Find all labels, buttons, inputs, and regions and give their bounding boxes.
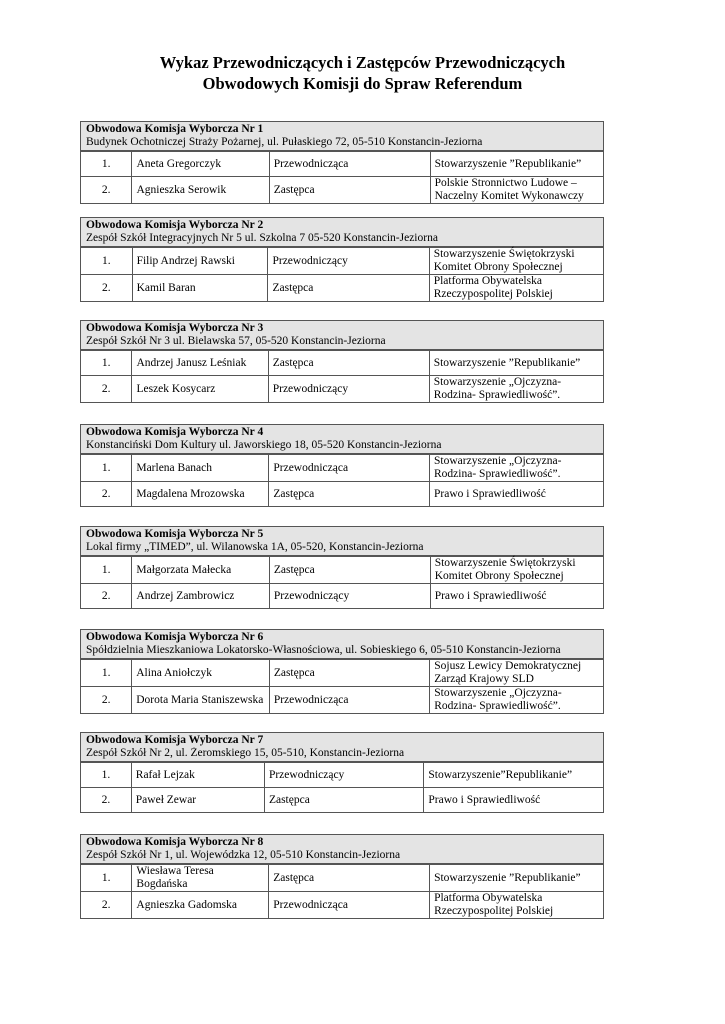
member-name: Paweł Zewar (131, 788, 264, 813)
committee-address: Zespół Szkół Nr 2, ul. Żeromskiego 15, 05-510, Konstancin-Jeziorna (86, 747, 405, 759)
member-role: Przewodnicząca (269, 455, 430, 482)
member-role: Przewodniczący (264, 763, 423, 788)
committee-address: Zespół Szkół Nr 3 ul. Bielawska 57, 05-520 Konstancin-Jeziorna (86, 335, 386, 347)
member-role: Przewodniczący (268, 248, 429, 275)
table-row (81, 557, 604, 584)
member-role: Zastępca (269, 865, 430, 892)
table-row (81, 455, 604, 482)
members-table (80, 454, 604, 507)
member-role: Zastępca (269, 557, 430, 584)
members-table (80, 762, 604, 813)
committee-header (80, 424, 604, 454)
member-number: 1. (81, 351, 132, 376)
member-number: 2. (81, 482, 132, 507)
member-role: Zastępca (269, 177, 430, 204)
committee-name: Obwodowa Komisja Wyborcza Nr 3 (86, 322, 264, 334)
member-organization: Stowarzyszenie ”Republikanie” (430, 865, 604, 892)
members-table (80, 864, 604, 919)
committee-name: Obwodowa Komisja Wyborcza Nr 8 (86, 836, 264, 848)
member-number: 2. (81, 275, 133, 302)
member-number: 2. (81, 788, 132, 813)
member-role: Przewodniczący (268, 376, 429, 403)
committee-name: Obwodowa Komisja Wyborcza Nr 6 (86, 631, 264, 643)
member-role: Zastępca (268, 351, 429, 376)
member-organization: Stowarzyszenie Świętokrzyski Komitet Obrony Społecznej (429, 248, 603, 275)
member-organization: Stowarzyszenie „Ojczyzna-Rodzina- Sprawiedliwość”. (430, 687, 604, 714)
committee-header (80, 320, 604, 350)
member-number: 1. (81, 763, 132, 788)
members-table (80, 247, 604, 302)
table-row (81, 865, 604, 892)
member-name: Marlena Banach (132, 455, 269, 482)
committee-7 (80, 732, 604, 813)
committee-name: Obwodowa Komisja Wyborcza Nr 1 (86, 123, 264, 135)
committee-address: Konstanciński Dom Kultury ul. Jaworskiego 18, 05-520 Konstancin-Jeziorna (86, 439, 442, 451)
member-role: Przewodnicząca (269, 152, 430, 177)
committee-8 (80, 834, 604, 919)
member-name: Rafał Lejzak (131, 763, 264, 788)
committee-name: Obwodowa Komisja Wyborcza Nr 5 (86, 528, 264, 540)
member-number: 1. (81, 557, 132, 584)
member-role: Zastępca (268, 275, 429, 302)
committee-header (80, 629, 604, 659)
table-row (81, 152, 604, 177)
member-number: 1. (81, 660, 132, 687)
member-name: Andrzej Janusz Leśniak (132, 351, 268, 376)
members-table (80, 350, 604, 403)
committee-4 (80, 424, 604, 507)
title-line-1: Wykaz Przewodniczących i Zastępców Przewodniczących (159, 53, 566, 72)
member-name: Alina Aniołczyk (132, 660, 270, 687)
member-name: Agnieszka Serowik (132, 177, 269, 204)
committee-header (80, 834, 604, 864)
committee-header (80, 121, 604, 151)
committee-header (80, 526, 604, 556)
member-organization: Stowarzyszenie Świętokrzyski Komitet Obrony Społecznej (430, 557, 603, 584)
committee-address: Budynek Ochotniczej Straży Pożarnej, ul. Pułaskiego 72, 05-510 Konstancin-Jeziorna (86, 136, 483, 148)
committee-name: Obwodowa Komisja Wyborcza Nr 2 (86, 219, 264, 231)
member-role: Przewodnicząca (269, 892, 430, 919)
committee-name: Obwodowa Komisja Wyborcza Nr 7 (86, 734, 264, 746)
member-organization: Sojusz Lewicy Demokratycznej Zarząd Krajowy SLD (430, 660, 604, 687)
member-name: Małgorzata Małecka (132, 557, 269, 584)
committee-header (80, 217, 604, 247)
committee-address: Zespół Szkół Nr 1, ul. Wojewódzka 12, 05-510 Konstancin-Jeziorna (86, 849, 401, 861)
member-organization: Prawo i Sprawiedliwość (424, 788, 604, 813)
member-role: Przewodniczący (269, 584, 430, 609)
table-row (81, 376, 604, 403)
table-row (81, 177, 604, 204)
member-name: Kamil Baran (132, 275, 268, 302)
member-organization: Polskie Stronnictwo Ludowe – Naczelny Komitet Wykonawczy (430, 177, 603, 204)
member-name: Dorota Maria Staniszewska (132, 687, 270, 714)
member-role: Przewodnicząca (269, 687, 429, 714)
table-row (81, 275, 604, 302)
member-number: 1. (81, 455, 132, 482)
committee-2 (80, 217, 604, 302)
member-number: 2. (81, 892, 132, 919)
committee-1 (80, 121, 604, 204)
member-number: 2. (81, 584, 132, 609)
member-organization: Stowarzyszenie ”Republikanie” (430, 152, 603, 177)
member-name: Leszek Kosycarz (132, 376, 268, 403)
committee-3 (80, 320, 604, 403)
committee-address: Lokal firmy „TIMED”, ul. Wilanowska 1A, 05-520, Konstancin-Jeziorna (86, 541, 424, 553)
table-row (81, 892, 604, 919)
member-number: 2. (81, 376, 132, 403)
member-number: 1. (81, 865, 132, 892)
member-number: 1. (81, 248, 133, 275)
member-name: Wiesława Teresa Bogdańska (132, 865, 269, 892)
table-row (81, 351, 604, 376)
committee-6 (80, 629, 604, 714)
member-organization: Stowarzyszenie ”Republikanie” (429, 351, 603, 376)
table-row (81, 482, 604, 507)
member-organization: Stowarzyszenie „Ojczyzna-Rodzina- Sprawiedliwość”. (430, 455, 604, 482)
members-table (80, 556, 604, 609)
members-table (80, 659, 604, 714)
member-role: Zastępca (264, 788, 423, 813)
table-row (81, 788, 604, 813)
member-name: Filip Andrzej Rawski (132, 248, 268, 275)
member-organization: Platforma Obywatelska Rzeczypospolitej Polskiej (429, 275, 603, 302)
member-name: Andrzej Zambrowicz (132, 584, 269, 609)
member-number: 2. (81, 687, 132, 714)
committee-5 (80, 526, 604, 609)
member-organization: Prawo i Sprawiedliwość (430, 584, 603, 609)
committee-address: Spółdzielnia Mieszkaniowa Lokatorsko-Własnościowa, ul. Sobieskiego 6, 05-510 Konstancin-Jeziorna (86, 644, 561, 656)
document-title (0, 52, 725, 94)
member-name: Agnieszka Gadomska (132, 892, 269, 919)
member-organization: Platforma Obywatelska Rzeczypospolitej Polskiej (430, 892, 604, 919)
table-row (81, 584, 604, 609)
member-organization: Stowarzyszenie „Ojczyzna-Rodzina- Sprawiedliwość”. (429, 376, 603, 403)
members-table (80, 151, 604, 204)
member-name: Aneta Gregorczyk (132, 152, 269, 177)
member-number: 1. (81, 152, 132, 177)
committee-address: Zespół Szkół Integracyjnych Nr 5 ul. Szkolna 7 05-520 Konstancin-Jeziorna (86, 232, 438, 244)
title-line-2: Obwodowych Komisji do Spraw Referendum (202, 74, 523, 93)
member-number: 2. (81, 177, 132, 204)
table-row (81, 660, 604, 687)
table-row (81, 687, 604, 714)
member-organization: Prawo i Sprawiedliwość (430, 482, 604, 507)
member-name: Magdalena Mrozowska (132, 482, 269, 507)
table-row (81, 248, 604, 275)
member-organization: Stowarzyszenie”Republikanie” (424, 763, 604, 788)
member-role: Zastępca (269, 660, 429, 687)
member-role: Zastępca (269, 482, 430, 507)
committee-header (80, 732, 604, 762)
table-row (81, 763, 604, 788)
committee-name: Obwodowa Komisja Wyborcza Nr 4 (86, 426, 264, 438)
